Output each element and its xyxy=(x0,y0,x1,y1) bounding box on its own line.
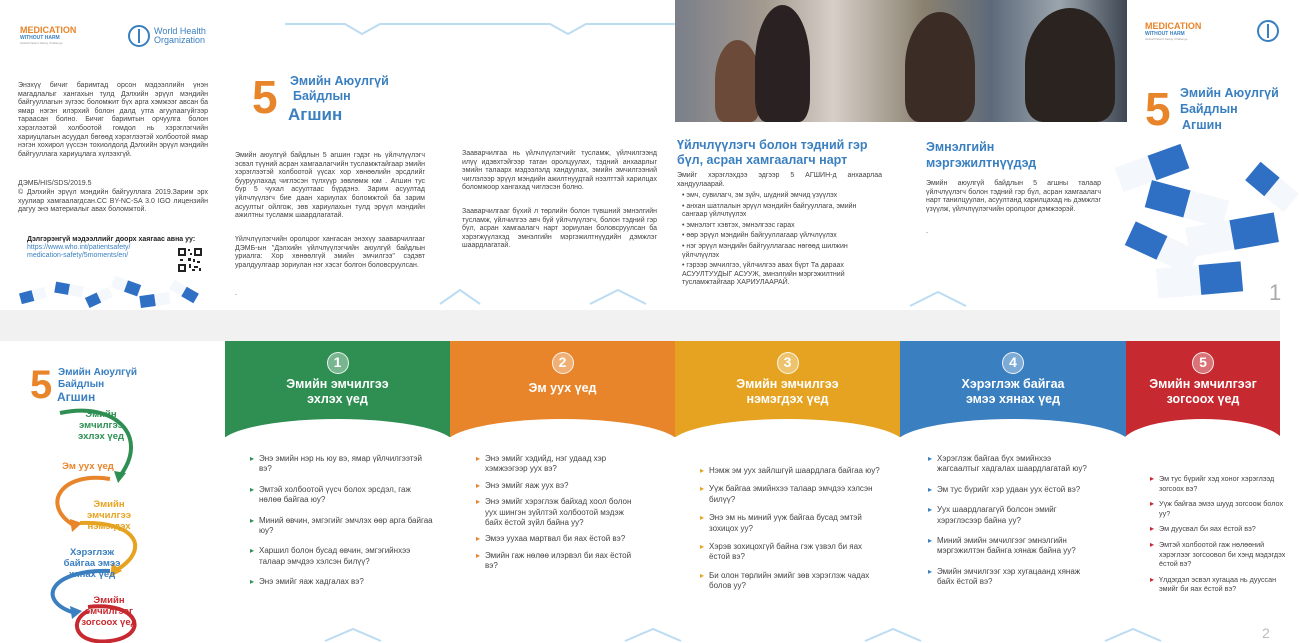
moments-title-line3: Агшин xyxy=(288,105,343,124)
cycle-title-line1: Эмийн Аюулгүй xyxy=(58,367,138,378)
who-logo xyxy=(128,25,206,47)
panel-5-professionals xyxy=(900,122,1125,310)
panel-2-intro xyxy=(215,0,440,310)
document-code: ДЭМБ/HIS/SDS/2019.5 xyxy=(18,180,92,187)
panel-4-patients xyxy=(675,122,900,310)
cycle-label-review: Хэрэглэж байгаа эмээ хянах үед xyxy=(63,547,121,580)
question-item: ▸ Эм тус бүрийг хэр удаан уух ёстой вэ? xyxy=(928,485,1088,495)
more-info-link-2[interactable]: medication-safety/5moments/en/ xyxy=(27,252,129,259)
question-item: ▸ Энэ эмийг яаж уух вэ? xyxy=(476,481,636,491)
step-label-line2: нэмэгдэх үед xyxy=(746,392,829,406)
patients-intro: Эмийг хэрэглэхдээ эдгээр 5 АГШИН-д анхаарлаа хандуулаарай. xyxy=(677,172,882,188)
questions-add xyxy=(700,466,880,600)
step-label-line1: Эм уух үед xyxy=(528,381,597,395)
step-header-3 xyxy=(675,341,900,437)
patients-bullet-list xyxy=(677,192,882,290)
step-header-2 xyxy=(450,341,675,437)
more-info-label: Дэлгэрэнгүй мэдээллийг доорх хаягаас авна уу: xyxy=(27,236,196,243)
step-number-badge: 2 xyxy=(552,352,574,374)
guidance-paragraph-2: Зааварчилгааг бүхий л төрлийн болон түвшний эмнэлгийн тусламж, үйлчилгээ авч буй үйлчлүүлэгч, болон тэдний гэр бүл, асран хамгаалагч нарт зориулан боловсруулсан ба хэрэгжүүлэхэд эмнэлгийн мэргэжилтнүүдийн дэмжлэг шаардлагатай. xyxy=(462,208,657,250)
question-item: ▸ Энэ эмийг яаж хадгалах вэ? xyxy=(250,577,435,587)
cycle-label-take: Эм уух үед xyxy=(62,461,114,472)
medication-logo-sub: WITHOUT HARM xyxy=(1145,31,1185,37)
patients-heading: Үйлчлүүлэгч болон тэдний гэр бүл, асран хамгаалагч нарт xyxy=(677,138,868,167)
step-label-line1: Эмийн эмчилгээ xyxy=(286,377,389,391)
panel-3-guidance xyxy=(440,0,675,310)
professionals-heading-line1: Эмнэлгийн xyxy=(926,140,995,154)
question-item: ▸ Уүж байгаа эмээ шууд зогсоож болох уу? xyxy=(1150,499,1290,518)
cycle-label-stop: Эмийн эмчилгээг зогсоох үед xyxy=(81,595,137,628)
pills-image xyxy=(0,272,215,310)
step-label xyxy=(675,377,900,407)
who-emblem-icon xyxy=(1257,20,1279,42)
chevron-decoration-icon xyxy=(285,22,440,36)
page-divider xyxy=(0,310,1280,341)
panel-1-back-cover xyxy=(0,0,215,310)
question-item: ▸ Эмийн эмчилгээг хэр хугацаанд хянаж байх ёстой вэ? xyxy=(928,567,1088,588)
pill-icon xyxy=(1156,261,1243,298)
step-number-badge: 1 xyxy=(327,352,349,374)
pill-icon xyxy=(85,287,113,308)
pill-icon xyxy=(1245,162,1299,213)
moments-title-line2: Байдлын xyxy=(293,89,351,103)
cycle-label-add: Эмийн эмчилгээ нэмэгдэх xyxy=(87,499,131,532)
cycle-label-start: Эмийн эмчилгээ эхлэх үед xyxy=(77,409,125,442)
professionals-body: Эмийн аюулгүй байдлын 5 агшны талаар үйлчлүүлэгч болон тэдний гэр бүл, асран хамгаалагч нарт танилцуулан, асуултанд харилцахад нь дэмжлэг үзүүлж, үйлчлүүлэгчийн оролцоог дэмжээрэй. xyxy=(926,180,1101,213)
step-wave-divider xyxy=(445,419,680,445)
bottom-dot: . xyxy=(235,290,237,297)
pill-icon xyxy=(19,287,47,304)
patient-figure xyxy=(1025,8,1115,122)
step-wave-divider xyxy=(895,419,1131,445)
step-wave-divider xyxy=(220,419,455,445)
step-number-badge: 5 xyxy=(1192,352,1214,374)
medication-logo-text: MEDICATION xyxy=(1145,21,1202,31)
step-label-line1: Эмийн эмчилгээ xyxy=(736,377,839,391)
medication-logo-tiny: Global Patient Safety Challenge xyxy=(1145,37,1188,41)
step-wave-divider xyxy=(670,419,905,445)
cover-pills-image xyxy=(1127,135,1280,305)
questions-start xyxy=(250,454,435,598)
medication-without-harm-logo xyxy=(20,26,76,45)
question-item: ▸ Нэмж эм уух зайлшгүй шаардлага байгаа юу? xyxy=(700,466,880,476)
five-moments-cycle xyxy=(0,341,225,643)
professionals-dot: . xyxy=(926,228,928,235)
intro-paragraph-2: Үйлчлүүлэгчийн оролцоог хангасан энэхүү зааварчилгааг ДЭМБ-ын "Дэлхийн үйлчлүүлэгчийн аюулгүй байдлын уриалга: Хор хөнөөлгүй эмийн эмчилгээ" сэдэвт уралдуулгаар зориулан нэг хэсэг болгон боловсруулсан. xyxy=(235,236,425,269)
patients-bullet-item: • гэрээр эмчилгээ, үйлчилгээ авах бүрт Та дараах АСУУЛТУУДЫГ АСУУЖ, эмнэлгийн мэргэжилтний тусламжтайгаар ХАРИУЛААРАЙ. xyxy=(682,262,845,287)
pill-icon xyxy=(139,292,170,308)
chevron-decoration-icon xyxy=(440,286,675,306)
question-item: ▸ Эм дуусвал би яах ёстой вэ? xyxy=(1150,524,1290,534)
question-item: ▸ Эмтэй холбоотой гаж нөлөөний хэрэглээг зогсоовол би хэнд мэдэгдэх ёстой вэ? xyxy=(1150,540,1290,569)
step-label-line2: зогсоох үед xyxy=(1166,392,1240,406)
intro-paragraph-1: Эмийн аюулгүй байдлын 5 агшин гэдэг нь үйлчлүүлэгч эсвэл түүний асран хамгаалагчийн тусламжтайгаар эмийн хэрэглээтэй холбоотой үүсах хор хөнөөлийн эрсдлийг бууруулахад чиглэсэн түлхүүр зөвлөмж юм . Агшин тус бүр 5 чухал асуултаас бүрдэнэ. Зарим асуултад үйлчлүүлэгч бие даан хариулах боломжтой ба зарим асуултыг ойлгож, зөв хариулахын тулд эрүүл мэндийн ажилтны тусламж шаардлагатай. xyxy=(235,152,425,220)
patients-bullet-item: • анхан шатлалын эрүүл мэндийн байгууллага, эмийн сангаар үйлчлүүлэх xyxy=(682,202,857,219)
question-item: ▸ Миний өвчин, эмгэгийг эмчлэх өөр арга байгаа юу? xyxy=(250,516,435,537)
bottom-chevron-decoration-icon xyxy=(225,626,1280,643)
cycle-number: 5 xyxy=(30,363,53,407)
cover-moments-number: 5 xyxy=(1145,83,1171,135)
questions-stop xyxy=(1150,474,1290,600)
pill-icon xyxy=(169,280,199,304)
more-info-link-1[interactable]: https://www.who.int/patientsafety/ xyxy=(27,244,131,251)
step-label xyxy=(900,377,1126,407)
question-item: ▸ Энэ эмийг хэрэглэж байхад хоол болон уух шингэн зүйлтэй холбоотой мэдэж байх ёстой зүйл байна уу? xyxy=(476,497,636,528)
step-label-line1: Эмийн эмчилгээг xyxy=(1149,377,1257,391)
who-logo-line1: World Health xyxy=(154,26,206,36)
question-item: ▸ Уүж байгаа эмийнхээ талаар эмчдээ хэлсэн билүү? xyxy=(700,484,880,505)
medication-logo-tiny: Global Patient Safety Challenge xyxy=(20,41,63,45)
disclaimer-text: Энэхүү бичиг баримтад орсон мэдээллийн үнэн магадлалыг хангахын тулд Дэлхийн эрүүл мэндийн байгууллагын зүгээс боломжит бүх арга хэмжээг авсан ба ямар нэгэн илэрхий болон далд утга агуулаагүйгээр тараасан болно. Бичиг баримтын орчуулга болон хэрэглээтэй холбоотой гомдол нь хэрэглэгчийн хариуцлагын асуудал бөгөөд хэрэглээтэй холбоотой ямар нэгэн хохирол үүссэн тохиолдолд Дэлхийн эрүүл мэндийн байгууллага хариуцлага хүлээхгүй. xyxy=(18,82,208,158)
step-label-line2: эхлэх үед xyxy=(307,392,368,406)
patients-bullet-item: • өөр эрүүл мэндийн байгууллагаар үйлчлүүлэх xyxy=(682,232,837,240)
medication-logo-text: MEDICATION xyxy=(20,25,77,35)
medication-without-harm-logo xyxy=(1145,22,1201,41)
step-label-line2: эмээ хянах үед xyxy=(965,392,1061,406)
professionals-heading-line2: мэргэжилтнүүдэд xyxy=(926,156,1037,170)
step-wave-divider xyxy=(1121,419,1285,445)
cover-title-line2: Байдлын xyxy=(1180,102,1238,116)
step-label xyxy=(1126,377,1280,407)
who-logo-line2: Organization xyxy=(154,35,206,45)
copyright-text: © Дэлхийн эрүүл мэндийн байгууллага 2019.Зарим эрх хуулиар хамгаалагдсан.CC BY-NC-SA 3.0 IGO лицензийн дагуу энэ материалыг авах боломжтой. xyxy=(18,189,208,214)
question-item: ▸ Эмийн гаж нөлөө илэрвэл би яах ёстой вэ? xyxy=(476,551,636,572)
pill-icon xyxy=(111,276,141,297)
question-item: ▸ Миний эмийн эмчилгээг эмнэлгийн мэргэжилтэн байнга хянаж байна уу? xyxy=(928,536,1088,557)
step-header-1 xyxy=(225,341,450,437)
page-number-1: 1 xyxy=(1269,280,1282,305)
patients-bullet-item: • эмнэлэгт хэвтэх, эмнэлгээс гарах xyxy=(682,221,795,229)
moments-number: 5 xyxy=(252,71,278,123)
cover-title-line3: Агшин xyxy=(1182,118,1222,132)
woman-figure xyxy=(755,5,810,122)
step-header-5 xyxy=(1126,341,1280,437)
question-item: ▸ Би олон төрлийн эмийг зөв хэрэглэж чадах болов уу? xyxy=(700,571,880,592)
step-label xyxy=(225,377,450,407)
who-emblem-icon xyxy=(128,25,150,47)
question-item: ▸ Энэ эм нь миний уүж байгаа бусад эмтэй зохицох уу? xyxy=(700,513,880,534)
cover-title-line1: Эмийн Аюулгүй xyxy=(1180,86,1279,100)
pill-icon xyxy=(1145,180,1230,228)
question-item: ▸ Хэрэв зохицохгүй байна гэж үзвэл би яах ёстой вэ? xyxy=(700,542,880,563)
cycle-title-line3: Агшин xyxy=(57,390,96,404)
qr-code-icon xyxy=(177,247,203,273)
step-number-badge: 3 xyxy=(777,352,799,374)
guidance-paragraph-1: Зааварчилгаа нь үйлчлүүлэгчийг тусламж, үйлчилгээнд илүү идэвхтэйгээр татан оролцуулах, тэдний анхаарлыг эмийн талаарх мэдээлэлд хандуулах, эмийн эмчилгээний чиглэлээр эрүүл мэндийн ажилтнуудтай нээлттэй харилцах боломжоор хангахад чиглэсэн болно. xyxy=(462,150,657,192)
question-item: ▸ Харшил болон бусад өвчин, эмгэгийнхээ талаар эмчдээ хэлсэн билүү? xyxy=(250,546,435,567)
step-number-badge: 4 xyxy=(1002,352,1024,374)
question-item: ▸ Энэ эмийн нэр нь юу вэ, ямар үйлчилгээтэй вэ? xyxy=(250,454,435,475)
questions-review xyxy=(928,454,1088,598)
cycle-title-line2: Байдлын xyxy=(58,379,105,390)
moments-title-line1: Эмийн Аюулгүй xyxy=(290,74,389,88)
question-item: ▸ Хэрэглэж байгаа бүх эмийнхээ жагсаалтыг хадгалах шаардлагатай юу? xyxy=(928,454,1088,475)
page-number-2: 2 xyxy=(1262,625,1270,641)
step-label-line1: Хэрэглэж байгаа xyxy=(961,377,1065,391)
medication-logo-sub: WITHOUT HARM xyxy=(20,35,60,41)
question-item: ▸ Үлдэгдэл эсвэл хугацаа нь дууссан эмийг би яах ёстой вэ? xyxy=(1150,575,1290,594)
patients-bullet-item: • эмч, сувилагч, эм зүйч, шүдний эмчид үзүүлэх xyxy=(682,192,838,199)
doctor-figure xyxy=(905,12,975,122)
chevron-decoration-icon xyxy=(440,22,675,36)
questions-take xyxy=(476,454,636,578)
question-item: ▸ Энэ эмийг хэдийд, нэг удаад хэр хэмжээгээр уух вэ? xyxy=(476,454,636,475)
question-item: ▸ Эмтэй холбоотой үүсч болох эрсдэл, гаж нөлөө байгаа юу? xyxy=(250,485,435,506)
panel-6-front-cover xyxy=(1127,0,1280,310)
child-figure xyxy=(715,40,760,122)
top-chevron-strip xyxy=(285,22,440,36)
patients-bullet-item: • нэг эрүүл мэндийн байгууллагаас нөгөөд шилжин үйлчлүүлэх xyxy=(682,242,848,259)
question-item: ▸ Уух шаардлагагүй болсон эмийг хэрэглэсээр байна уу? xyxy=(928,505,1088,526)
question-item: ▸ Эм тус бүрийг хэд хоног хэрэглээд зогсоох вэ? xyxy=(1150,474,1290,493)
pill-icon xyxy=(54,282,83,298)
question-item: ▸ Эмээ уухаа мартвал би яах ёстой вэ? xyxy=(476,534,636,544)
photo-family-with-doctor xyxy=(675,0,1127,122)
chevron-decoration-icon xyxy=(900,288,1125,308)
step-header-4 xyxy=(900,341,1126,437)
step-label xyxy=(450,381,675,396)
